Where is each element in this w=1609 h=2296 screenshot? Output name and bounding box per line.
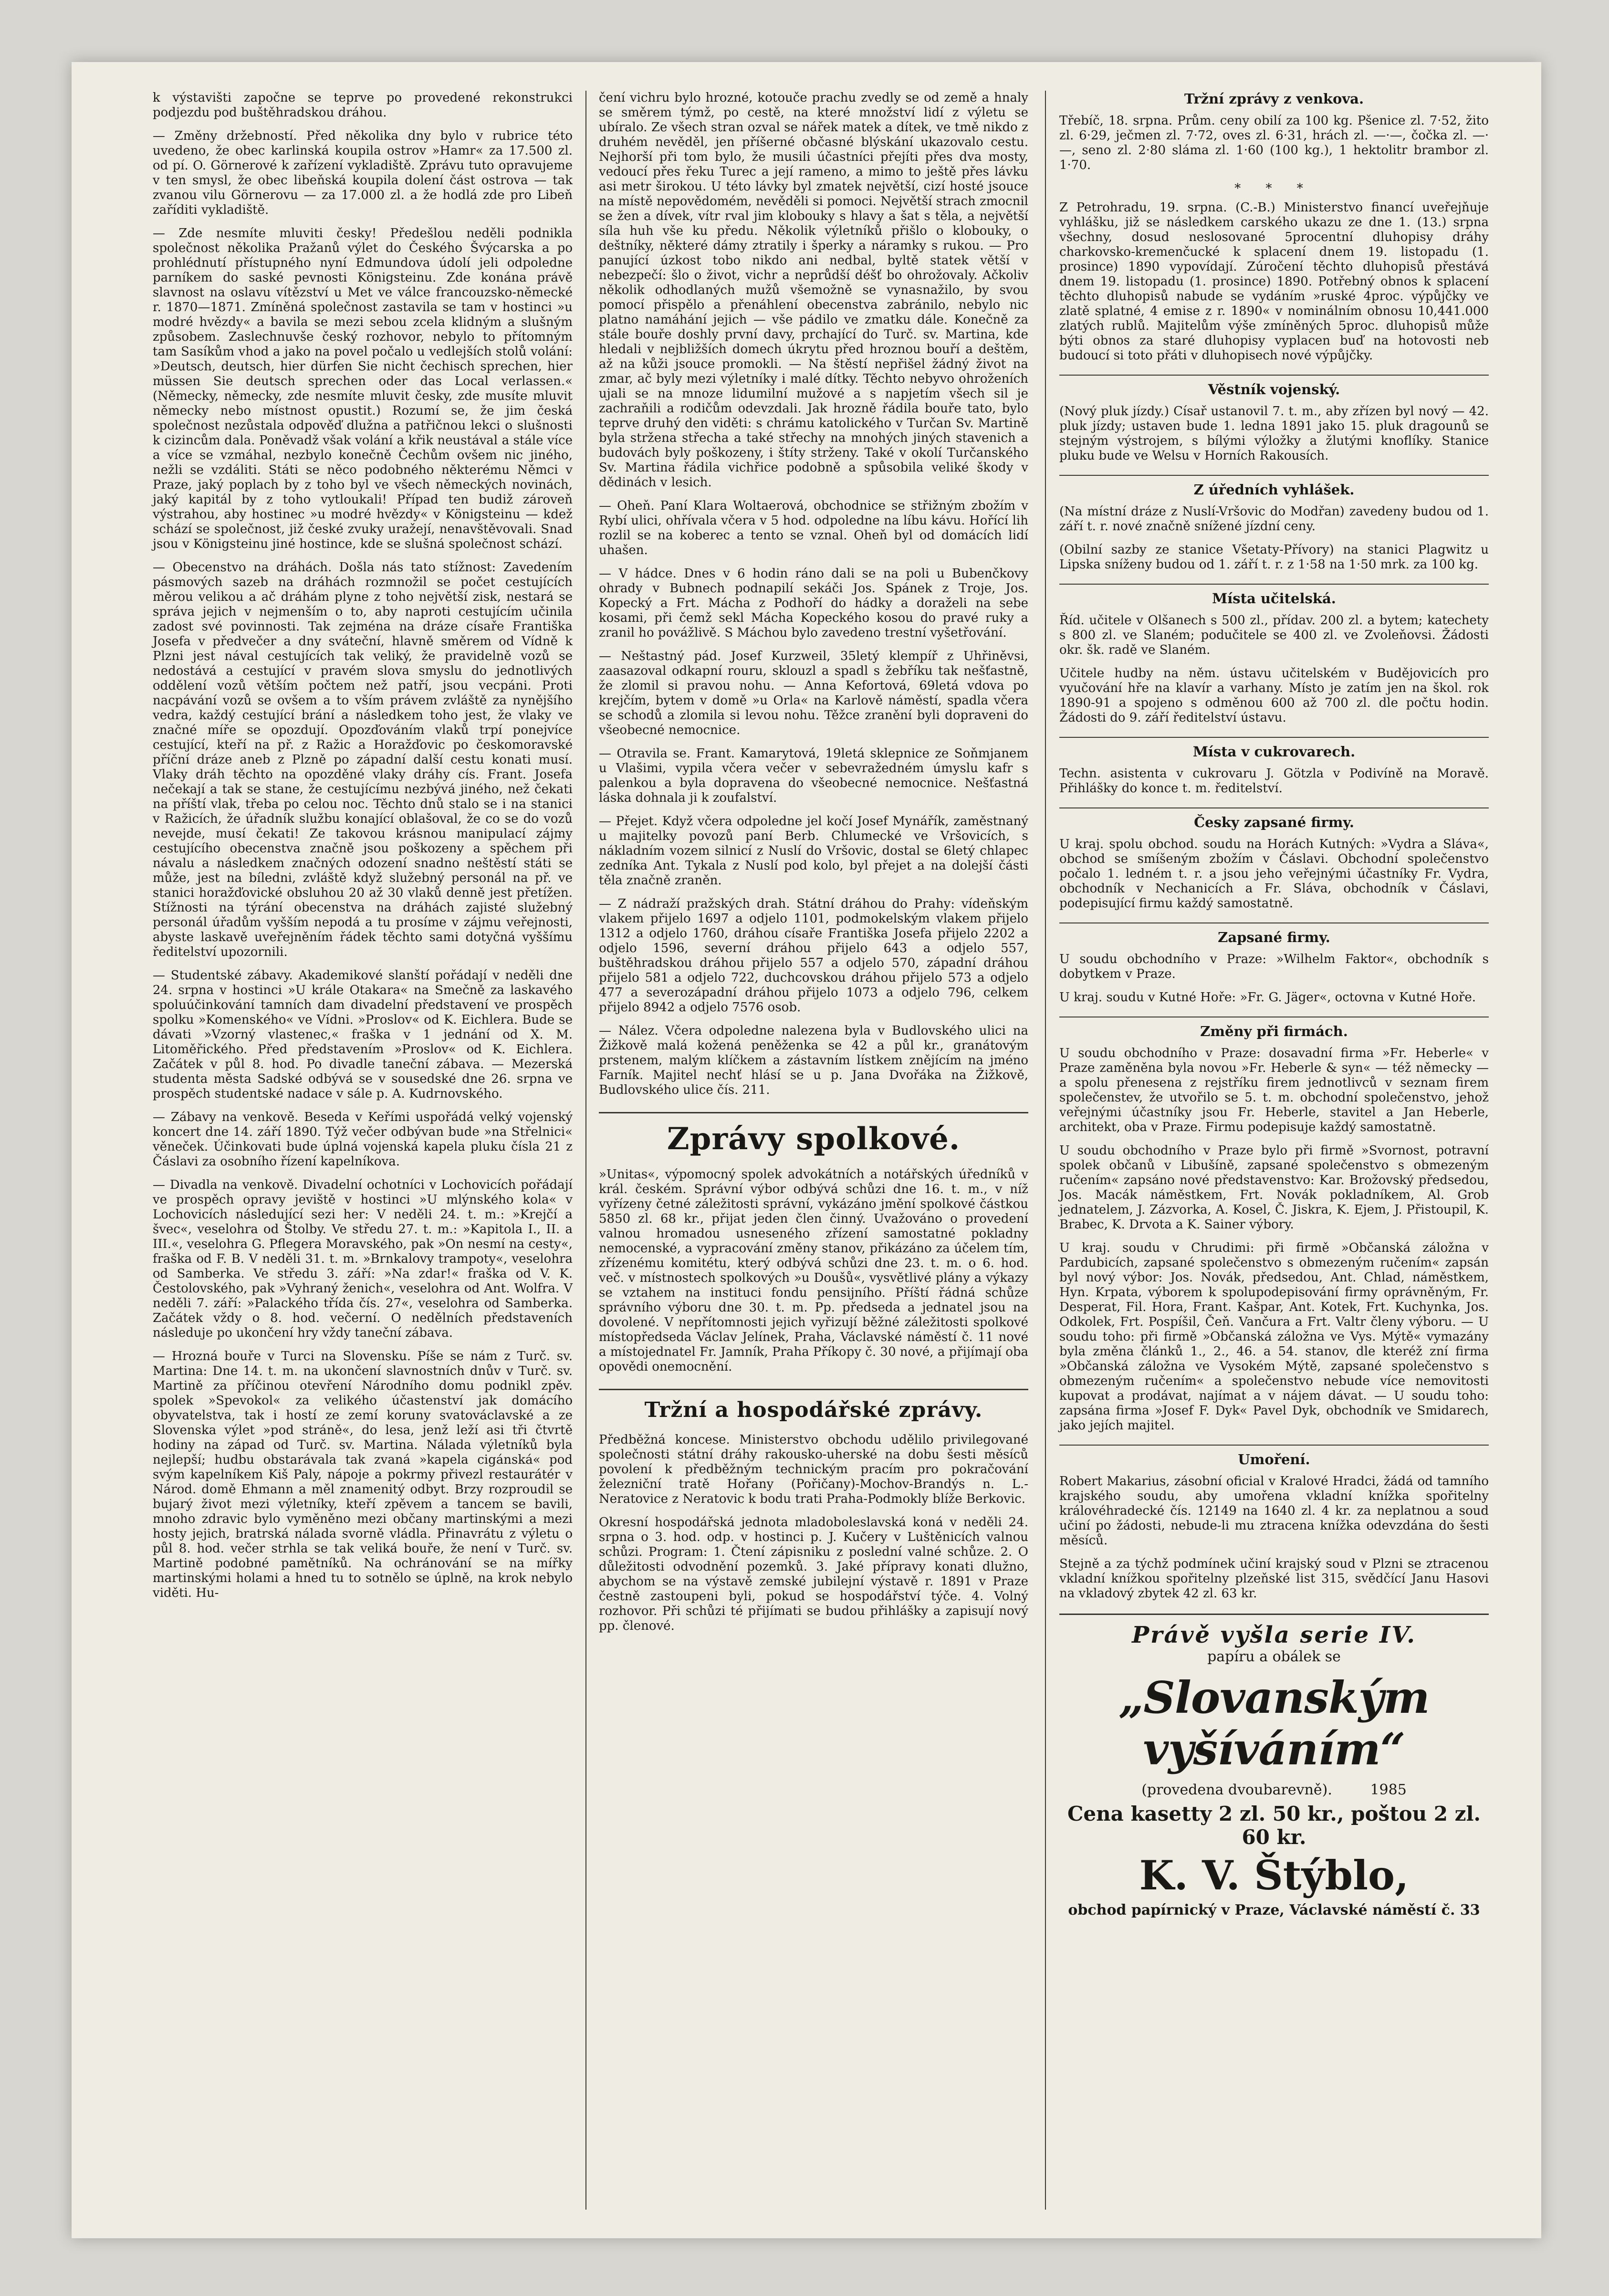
article-paragraph: Z Petrohradu, 19. srpna. (C.-B.) Ministerstvo financí uveřejňuje vyhlášku, již se následkem carského ukazu ze dne 1. (13.) srpna všechny, dosud neslosované 5procentní dluhopisy dráhy charkovsko-kremenčucké k splacení dnem 19. listopadu (1. prosince) 1890 vypovídají. Zúročení těchto dluhopisů přestává dnem 19. listopadu (1. prosince) 1890. Potřebný obnos k splacení těchto dluhopisů nabude se vydáním »ruské 4proc. výpůjčky ve zlatě splatné, 4 emise z r. 1890« v nominálním obnosu 10,441.000 zlatých rublů. Majitelům výše zmíněných 5proc. dluhopisů může býti obnos za staré dluhopisy vyplacen buď na hotovosti neb budoucí si toto přáti v dluhopisech nové výpůjčky. <box>1059 200 1489 363</box>
article-paragraph: čení vichru bylo hrozné, kotouče prachu zvedly se od země a hnaly se směrem týmž, po cestě, na které množství lidí z výletu se ubíralo. Ze všech stran ozval se nářek matek a dítek, ve tmě nikdo z druhém nevěděl, jen příšerné občasné blýskání ukazovalo cestu. Nejhorší při tom bylo, že musili účastníci přejíti přes dva mosty, vedoucí přes řeku Turec a její rameno, a mimo to ještě přes lávku asi metr širokou. U této lávky byl zmatek největší, cizí hosté jsouce na místě nepovědomém, nevěděli si pomoci. Největší strach zmocnil se žen a dívek, vítr rval jim klobouky s hlavy a šat s těla, a největší síla huh vše ku předu. Několik výletníků přišlo o klobouky, o deštníky, některé dámy ztratily i šperky a náramky s rukou. — Pro panující úzkost tobo nikdo ani nedbal, byltě statek větší v nebezpečí: šlo o život, vichr a neprůdší déšť bo ohrožovaly. Ačkoliv několik odhodlaných mužů všemožně se vynasnažilo, by svou pomocí přispělo a přenáhlení obecenstva zabránilo, nebylo nic platno namáhání jejich — vše pádilo ve zmatku dále. Konečně za stále bouře doshly první davy, prchající do Turč. sv. Martina, kde hledali v nejbližších domech úkrytu před hroznou bouří a deštěm, až na kůži jsouce promokli. — Na štěstí nepřišel žádný život na zmar, ač byly mezi výletníky i malé dítky. Těchto nebyvo ohroženích ujali se na mnoze lidumilní mužové a s napjetím všech sil je zachraňili a rodičům odevzdali. Jak hrozně řádila bouře tato, bylo teprve druhý den viděti: s chrámu katolického v Turčan Sv. Martině byla stržena střecha a také střechy na mnohých jiných stavenich a budovách byly poškozeny, i štíty strženy. Také v okolí Turčanského Sv. Martina řádila vichřice podobně a spůsobila veliké škody v dědinách v lesich. <box>599 91 1028 490</box>
section-heading-uradnich: Z úředních vyhlášek. <box>1059 475 1489 498</box>
ad-vendor-name: K. V. Štýblo, <box>1139 1852 1409 1899</box>
advertisement <box>1059 1614 1489 1919</box>
article-paragraph: — Změny držebností. Před několika dny bylo v rubrice této uvedeno, že obec karlinská koupila ostrov »Hamr« za 17.500 zl. od pí. O. Görnerové k zařízení vykladiště. Zprávu tuto opravujeme v ten smysl, že obec libeňská koupila dolení část ostrova — tak zvanou vilu Görnerovu — za 17.000 zl. a že hodlá zde pro Libeň zaříditi vykladiště. <box>153 129 573 217</box>
article-paragraph: — Z nádraží pražských drah. Státní dráhou do Prahy: vídeňským vlakem přijelo 1697 a odjelo 1101, podmokelským vlakem přijelo 1312 a odjelo 1760, dráhou císaře Františka Josefa přijelo 2202 a odjelo 1596, severní dráhou přijelo 643 a odjelo 557, buštěhradskou dráhou přijelo 557 a odjelo 570, západní dráhou přijelo 581 a odjelo 722, duchcovskou dráhou přijelo 573 a odjelo 477 a severozápadní dráhou přijelo 1073 a odjelo 796, celkem přijelo 8942 a odjelo 7576 osob. <box>599 897 1028 1015</box>
ad-note-text: (provedena dvoubarevně). <box>1141 1782 1332 1798</box>
section-heading-trzni-venkov: Tržní zprávy z venkova. <box>1184 91 1364 107</box>
ad-price: Cena kasetty 2 zl. 50 kr., poštou 2 zl. 60 kr. <box>1067 1802 1481 1849</box>
article-paragraph: U soudu obchodního v Praze: »Wilhelm Faktor«, obchodník s dobytkem v Praze. <box>1059 952 1489 981</box>
article-paragraph: — Zde nesmíte mluviti česky! Předešlou neděli podnikla společnost několika Pražanů výlet do Českého Švýcarska a po prohlédnutí přístupného nyní Edmundova údolí jeli odpoledne parníkem do saské pevnosti Königsteinu. Zde konána právě slavnost na oslavu vítězství u Met ve válce francouzsko-německé r. 1870—1871. Zmíněná společnost zastavila se tam v hostinci »u modré hvězdy« a bavila se mezi sebou zcela klidným a slušným způsobem. Zaslechnuvše český rozhovor, nebylo to přítomným tam Sasíkům vhod a jako na povel počalo u vedlejších stolů volání: »Deutsch, deutsch, hier dürfen Sie nicht čechisch sprechen, hier müssen Sie deutsch sprechen oder das Local verlassen.« (Německy, německy, zde nesmíte mluvit česky, zde musíte mluvit německy nebo místnost opustit.) Rozumí se, že jim česká společnost nezůstala odpověď dlužna a patřičnou lekci o slušnosti k cizincům dala. Poněvadž však volání a křik neustával a stále více a více se vzmáhal, nezbylo konečně Čechům ovšem nic jiného, nežli se vzdáliti. Státi se něco podobného některému Němci v Praze, jaký poplach by z toho byl ve všech německých novinách, jaký kapitál by z toho vytloukali! Případ ten budiž zároveň výstrahou, aby hostinec »u modré hvězdy« v Königsteinu — kdež schází se společnost, již české zvuky uražejí, nenavštěvovali. Snad jsou v Königsteinu jiné hostince, kde se slušná společnost schází. <box>153 226 573 551</box>
article-paragraph: — V hádce. Dnes v 6 hodin ráno dali se na poli u Bubenčkovy ohrady v Bubnech podnapilí sekáči Jos. Spánek z Troje, Jos. Kopecký a Frt. Mácha z Podhoří do hádky a doraželi na sebe kosami, při čemž sekl Mácha Kopeckého kosou do pravé ruky a zranil ho povážlivě. S Máchou bylo zavedeno trestní vyšetřování. <box>599 566 1028 640</box>
section-heading-cesky-firmy: Česky zapsané firmy. <box>1059 807 1489 830</box>
article-paragraph: U kraj. soudu v Kutné Hoře: »Fr. G. Jäger«, octovna v Kutné Hoře. <box>1059 990 1476 1005</box>
article-paragraph: Předběžná koncese. Ministerstvo obchodu udělilo privilegované společnosti státní dráhy rakousko-uherské na dobu šesti měsíců povolení k předběžným technickým pracím pro pokračování železniční tratě Hořany (Pořičany)-Mochov-Brandýs n. L.-Neratovice z Neratovic k bodu trati Praha-Podmokly blíže Berkovic. <box>599 1433 1028 1506</box>
article-paragraph: U soudu obchodního v Praze: dosavadní firma »Fr. Heberle« v Praze zaměněna byla novou »Fr. Heberle & syn« — též německy — a spolu přenesena z rejstříku firem jednotlivců v seznam firem společenstev, že utvořilo se 5. t. m. obchodní společenstvo, jehož veřejnými účastníky jsou Fr. Heberle, stavitel a Jan Heberle, architekt, oba v Praze. Firmu podepisuje každý samostatně. <box>1059 1046 1489 1134</box>
ad-note <box>1059 1782 1489 1798</box>
article-paragraph: — Studentské zábavy. Akademikové slanští pořádají v neděli dne 24. srpna v hostinci »U krále Otakara« na Smečně za laskavého spoluúčinkování tamních dam divadelní představení ve prospěch spolku »Komenského« ve Vídni. »Proslov« od K. Eichlera. Bude se dávati »Vzorný vlastenec,« fraška v 1 jednání od X. M. Litoměřického. Před představením »Proslov« od K. Eichlera. Začátek v půl 8. hod. Po divadle taneční zábava. — Mezerská studenta města Sadské odbývá se v sousedské dne 26. srpna ve prospěch studentské nadace v sále p. A. Kudrnovského. <box>153 968 573 1101</box>
article-paragraph: Robert Makarius, zásobní oficial v Kralové Hradci, žádá od tamního krajského soudu, aby umořena vkladní knížka spořitelny královéhradecké čís. 12149 na 1640 zl. 4 kr. za neplatnou a soud učiní po žádosti, nebude-li mu ztracena knížka odevzdána do šesti měsíců. <box>1059 1474 1489 1548</box>
ad-product-name: „Slovanským vyšíváním“ <box>1118 1672 1430 1775</box>
ad-headline: Právě vyšla serie IV. <box>1132 1622 1416 1648</box>
article-paragraph: Říd. učitele v Olšanech s 500 zl., přídav. 200 zl. a bytem; katechety s 800 zl. ve Slaném; podučitele se 400 zl. ve Zvoleňovsi. Žádosti okr. šk. radě ve Slaném. <box>1059 613 1489 657</box>
article-paragraph: — Otravila se. Frant. Kamarytová, 19letá sklepnice ze Soňmjanem u Vlašimi, vypila včera večer v sebevražedném úmyslu kafr s palenkou a byla dopravena do všeobecné nemocnice. Nešťastná láska dohnala ji k zoufalství. <box>599 746 1028 805</box>
article-paragraph: — Přejet. Když včera odpoledne jel kočí Josef Mynářík, zaměstnaný u majitelky povozů paní Berb. Chlumecké ve Vršovicích, s nákladním vozem silnicí z Nuslí do Vršovic, dostal se 6letý chlapec zedníka Ant. Tykala z Nuslí pod kolo, byl přejet a na dolejší části těla značně zraněn. <box>599 814 1028 888</box>
article-paragraph: — Hrozná bouře v Turci na Slovensku. Píše se nám z Turč. sv. Martina: Dne 14. t. m. na ukončení slavnostních dnův v Turč. sv. Martině za příčinou otevření Národního domu podnikl zpěv. spolek »Spevokol« za velikého účastenství jak domácího obyvatelstva, tak i hostí ze zemí koruny svatováclavské a ze Slovenska výlet »pod stráně«, do lesa, jenž leží asi tři čtvrtě hodiny na západ od Turč. sv. Martina. Nálada výletníků byla nejlepší; hudbu obstarávala tak zvaná »kapela cigánská« pod svým kapelníkem Kiš Paly, nápoje a pokrmy přivezl restaurátér v Národ. domě Ehmann a měl znamenitý odbyt. Brzy rozproudil se bujarý život mezi výletníky, kteří zpěvem a tancem se bavili, mnoho zdravic bylo vyměněno mezi občany martinskými a mezi hosty jejich, bratrská nálada svorně vládla. Přinavrátu z výletu o půl 8. hod. večer strhla se tak veliká bouře, že není v Turč. sv. Martině podobné pamětníků. Na ochránování se na mířky martinskými holami a hned tu to sotnělo se úplně, na krok nebylo viděti. Hu- <box>153 1349 573 1600</box>
article-paragraph: U soudu obchodního v Praze bylo při firmě »Svornost, potravní spolek občanů v Libušíně, zapsané společenstvo s obmezeným ručením« zapsáno nové představenstvo: Kar. Brožovský předsedou, Jos. Macák náměstkem, Frt. Novák pokladníkem, Al. Grob jednatelem, J. Zázvorka, A. Kosel, Č. Jiskra, K. Ejem, J. Přistoupil, K. Brabec, K. Drvota a K. Sainer výbory. <box>1059 1143 1489 1232</box>
article-paragraph: Třebíč, 18. srpna. Prům. ceny obilí za 100 kg. Pšenice zl. 7·52, žito zl. 6·29, ječmen zl. 7·72, oves zl. 6·31, hrách zl. —·—, čočka zl. —·—, seno zl. 2·80 sláma zl. 1·60 (100 kg.), 1 hektolitr brambor zl. 1·70. <box>1059 114 1489 172</box>
article-paragraph: k výstavišti započne se teprve po provedené rekonstrukci podjezdu pod buštěhradskou dráhou. <box>153 91 573 120</box>
column-rule <box>585 91 586 2210</box>
column-right <box>1059 91 1489 1919</box>
section-heading-mista-cukrovar: Místa v cukrovarech. <box>1059 737 1489 760</box>
section-heading-zapsane-firmy: Zapsané firmy. <box>1059 923 1489 945</box>
separator-stars: * * * <box>1234 181 1314 196</box>
article-paragraph: — Nález. Včera odpoledne nalezena byla v Budlovského ulici na Žižkově malá kožená peněženka se 42 a půl kr., granátovým prstenem, malým klíčkem a zástavním lístkem znějícím na jméno Farník. Majitel nechť hlásí se u p. Jana Dvořáka na Žižkově, Budlovského ulice čís. 211. <box>599 1024 1028 1097</box>
article-paragraph: »Unitas«, výpomocný spolek advokátních a notářských úředníků v král. českém. Správní výbor odbývá schůzi dne 16. t. m., v níž vyřízeny četné záležitosti správní, vykázáno jmění spolkové částkou 5850 zl. 68 kr., přijat jeden člen činný. Uvažováno o provedení valnou hromadou usneseného zřízení samostatné pokladny nemocenské, a vypracování změny stanov, přikázáno za účelem tím, zřízenému komitétu, který odbývá schůzi dne 23. t. m. o 6. hod. več. v místnostech spolkových »u Doušů«, vysvětlivé plány a výkazy se vztahem na instituci fondu pensijního. Příští řádná schůze správního výboru dne 30. t. m. Pp. předseda a jednatel jsou na dovolené. V nepřítomnosti jejich vyřizují běžné záležitosti spolkové místopředseda Václav Jelínek, Praha, Václavské náměstí č. 11 nové a místojednatel Fr. Jamník, Praha Příkopy č. 30 nové, a přijímají oba opovědi onemocnění. <box>599 1167 1028 1374</box>
ad-vendor-address: obchod papírnický v Praze, Václavské náměstí č. 33 <box>1068 1902 1480 1919</box>
article-paragraph: (Na místní dráze z Nuslí-Vršovic do Modřan) zavedeny budou od 1. září t. r. nové značně snížené jízdní ceny. <box>1059 504 1489 534</box>
article-paragraph: (Nový pluk jízdy.) Císař ustanovil 7. t. m., aby zřízen byl nový — 42. pluk jízdy; ustaven bude 1. ledna 1891 jako 15. pluk dragounů se stejným výstrojem, s bílými výložky a žlutými knoflíky. Stanice pluku bude ve Welsu v Horních Rakousích. <box>1059 404 1489 463</box>
ad-number: 1985 <box>1370 1782 1407 1798</box>
section-heading-mista-ucitelska: Místa učitelská. <box>1059 584 1489 607</box>
ad-subline: papíru a obálek se <box>1207 1648 1341 1665</box>
newspaper-page <box>72 62 1541 2238</box>
section-heading-vestnik: Věstník vojenský. <box>1059 375 1489 398</box>
column-rule <box>1045 91 1046 2210</box>
section-heading-zmeny-firmy: Změny při firmách. <box>1059 1017 1489 1039</box>
article-paragraph: Učitele hudby na něm. ústavu učitelském v Budějovicích pro vyučování hře na klavír a varhany. Místo je zatím jen na škol. rok 1890-91 a spojeno s odměnou 600 až 700 zl. dle počtu hodin. Žádosti do 9. září ředitelství ústavu. <box>1059 666 1489 725</box>
article-paragraph: U kraj. soudu v Chrudimi: při firmě »Občanská záložna v Pardubicích, zapsané společenstvo s obmezeným ručením« zapsán byl nový výbor: Jos. Novák, předsedou, Ant. Chlad, náměstkem, Hyn. Krpata, výborem k spolupodepisování firmy oprávněným, Fr. Desperat, Fil. Hora, Frant. Kašpar, Ant. Kotek, Frt. Kuchynka, Jos. Odkolek, Frt. Pospíšil, Čeň. Vančura a Frt. Valtr členy výboru. — U soudu toho: při firmě »Občanská záložna ve Vys. Mýtě« vymazány byla změna článků 1., 2., 46. a 54. stanov, dle kteréž zní firma »Občanská záložna ve Vysokém Mýtě, zapsané společenstvo s obmezeným ručením« a společenstvo nebude více nemovitosti kupovat a prodávat, najímat a v nájem dávat. — U soudu toho: zapsána firma »Josef F. Dyk« Pavel Dyk, obchodník ve Smidarech, jako jejích majitel. <box>1059 1241 1489 1433</box>
column-left <box>153 91 573 1609</box>
article-paragraph: (Obilní sazby ze stanice Všetaty-Přívory) na stanici Plagwitz u Lipska sníženy budou od 1. září t. r. z 1·58 na 1·50 mrk. za 100 kg. <box>1059 543 1489 572</box>
article-paragraph: — Obecenstvo na dráhách. Došla nás tato stížnost: Zavedením pásmových sazeb na dráhách rozmnožil se počet cestujících měrou velikou a ač dráhám plyne z toho největší zisk, nestará se správa jejich v nejmenším o to, aby naproti cestujícím učinila zadost své povinnosti. Tak zejména na dráze císaře Františka Josefa v předvečer a dny sváteční, hlavně směrem od Vídně k Plzni jest nával cestujících tak veliký, že pravidelně vozů se nedostává a cestující v pravém slova smyslu do jednotlivých oddělení vozů větším počtem než patří, jsou vecpáni. Proti nacpávání vozů se ovšem a to vším právem zvláště za nynějšího vedra, každý cestující brání a následkem toho jest, že vlaky ve značné míře se opozdují. Opozďováním vlaků trpí ponejvíce cestující, kteří na př. z Ražic a Horažďovic po českomoravské příční dráze aneb z Plzně po západní další cestu konati musí. Vlaky dráh těchto na opozděné vlaky dráhy cís. Frant. Josefa nečekají a tak se stane, že cestujícímu nezbývá jiného, než čekati na příští vlak, třeba po celou noc. Těchto dnů stalo se i na stanici v Ražicích, že úřadník službu konající oblašoval, že co se do vozů nevejde, musí čekati! Ze takovou krásnou manipulací zájmy cestujícího obecenstva značně jsou poškozeny a spěchem při návalu a následkem značných odození snadno neštěstí státi se může, jest na bíledni, zvláště když služebný personál na př. ve stanici horažďovické obsluhou 20 až 30 vlaků denně jest přetížen. Stížnosti na týrání obecenstva na dráhách zajisté služebný personál úřadům vyšším nepodá a tu prosíme v zájmu veřejnosti, abyste laskavě uveřejněním řádek těchto sami dotyčná vyššímu ředitelství upozornili. <box>153 560 573 959</box>
article-paragraph: — Divadla na venkově. Divadelní ochotníci v Lochovicích pořádají ve prospěch opravy jeviště v hostinci »U mlýnského kola« v Lochovicích následující sezi her: V neděli 24. t. m.: »Krejčí a švec«, veselohra od Štolby. Ve středu 27. t. m.: »Kapitola I., II. a III.«, veselohra G. Pflegera Moravského, pak »On nesmí na cesty«, fraška od F. B. V neděli 31. t. m. »Brnkalovy trampoty«, veselohra od Samberka. Ve středu 3. září: »Na zdar!« fraška od V. K. Čestolovského, pak »Vyhraný ženich«, veselohra od Ant. Wolfra. V neděli 7. září: »Palackého třída čís. 27«, veselohra od Samberka. Začátek vždy o 8. hod. večerní. O nedělních představeních následuje po ukončení hry vždy taneční zábava. <box>153 1178 573 1340</box>
article-paragraph: Techn. asistenta v cukrovaru J. Götzla v Podivíně na Moravě. Přihlášky do konce t. m. ředitelství. <box>1059 766 1489 796</box>
section-heading-zpravy-spolkove: Zprávy spolkové. <box>599 1112 1028 1157</box>
article-paragraph: — Zábavy na venkově. Beseda v Keřími uspořádá velký vojenský koncert dne 14. září 1890. Týž večer odbývan bude »na Střelnici« věneček. Účinkovati bude úplná vojenská kapela pluku čísla 21 z Čáslavi za osobního řízení kapelníkova. <box>153 1110 573 1169</box>
article-paragraph: — Neštastný pád. Josef Kurzweil, 35letý klempíř z Uhřiněvsi, zaasazoval odkapní rouru, sklouzl a spadl s žebříku tak nešťastně, že zlomil si pravou nohu. — Anna Kefortová, 69letá vdova po krejčím, bytem v domě »u Orla« na Karlově náměstí, spadla včera se schodů a zlomila si levou nohu. Těžce zranění byli dopraveni do všeobecné nemocnice. <box>599 649 1028 737</box>
article-paragraph: Okresní hospodářská jednota mladoboleslavská koná v neděli 24. srpna o 3. hod. odp. v hostinci p. J. Kučery v Luštěnicích valnou schůzi. Program: 1. Čtení zápisniku z poslední valné schůze. 2. O důležitosti odvodnění pozemků. 3. Jaké přípravy konati dlužno, abychom se na výstavě zemské jubilejní výstavě r. 1891 v Praze čestně zastoupeni byli, pokud se hospodářství týče. 4. Volný rozhovor. Při schůzi té přijímati se budou přihlášky a zapisují nový pp. členové. <box>599 1515 1028 1633</box>
article-paragraph: Stejně a za týchž podmínek učiní krajský soud v Plzni se ztracenou vkladní knížkou spořitelny plzeňské list 315, svědčící Janu Hasovi na vkladový zbytek 42 zl. 63 kr. <box>1059 1557 1489 1601</box>
column-middle <box>599 91 1028 1642</box>
section-heading-trzni-hospodarske: Tržní a hospodářské zprávy. <box>599 1389 1028 1422</box>
article-paragraph: — Oheň. Paní Klara Woltaerová, obchodnice se střižným zbožím v Rybí ulici, ohřívala včera v 5 hod. odpoledne na líbu kávu. Hořící lih rozlil se na koberec a tento se vznal. Oheň byl od domácích lidí uhašen. <box>599 499 1028 557</box>
article-paragraph: U kraj. spolu obchod. soudu na Horách Kutných: »Vydra a Sláva«, obchod se smíšeným zbožím v Čáslavi. Obchodní společenstvo počalo 1. ledném t. r. a jsou jeho veřejnými účastníky Fr. Vydra, obchodník v Nechanicích a Fr. Sláva, obchodník v Čáslavi, podepisující firmu každý samostatně. <box>1059 837 1489 911</box>
section-heading-umoreni: Umoření. <box>1059 1445 1489 1468</box>
